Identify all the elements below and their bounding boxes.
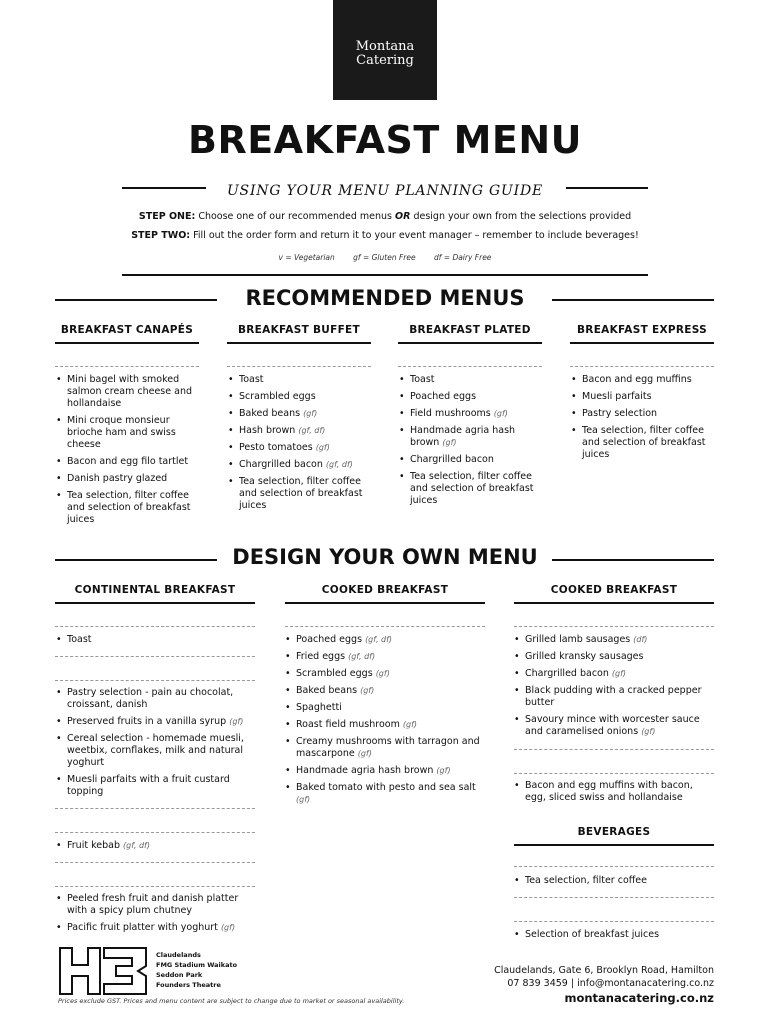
- column-heading-underline: [55, 602, 255, 604]
- menu-item-text: Toast: [410, 374, 435, 385]
- diet-note: (gf): [296, 795, 311, 804]
- menu-item-text: Grilled kransky sausages: [525, 651, 644, 662]
- menu-item-list: [513, 634, 713, 743]
- menu-item: [55, 490, 195, 526]
- menu-item: [513, 929, 713, 941]
- diet-note: (gf): [315, 443, 330, 452]
- h3-logo: [58, 946, 150, 996]
- venue-4: Founders Theatre: [156, 981, 221, 989]
- dashed-divider: [570, 366, 714, 367]
- menu-item-text: Pastry selection: [582, 408, 658, 419]
- page-title: BREAKFAST MENU: [188, 118, 582, 162]
- diet-note: (gf, df): [365, 635, 393, 644]
- menu-item-text: Tea selection, filter coffee and selection of breakfast juices: [239, 476, 363, 511]
- menu-item-text: Tea selection, filter coffee: [525, 875, 648, 886]
- menu-item: [398, 471, 538, 507]
- diet-note: (gf): [229, 717, 244, 726]
- menu-item: [55, 733, 251, 769]
- menu-item: [284, 702, 480, 714]
- venue-3: Seddon Park: [156, 971, 203, 979]
- menu-item: [284, 651, 480, 663]
- menu-item: [227, 374, 367, 386]
- menu-item-list: [55, 374, 195, 531]
- menu-item: [513, 780, 713, 804]
- menu-item-text: Chargrilled bacon: [525, 668, 609, 679]
- footer-address: Claudelands, Gate 6, Brooklyn Road, Hamilton: [494, 965, 714, 976]
- menu-item-text: Handmade agria hash brown: [296, 765, 434, 776]
- column-heading-underline: [227, 342, 371, 344]
- menu-item-text: Bacon and egg muffins: [582, 374, 692, 385]
- diet-note: (gf): [375, 669, 390, 678]
- menu-item-list: [55, 840, 251, 857]
- menu-item: [513, 714, 713, 738]
- continental-heading: CONTINENTAL BREAKFAST: [74, 584, 236, 596]
- column-heading-underline: [398, 342, 542, 344]
- menu-item-text: Mini croque monsieur brioche ham and swiss cheese: [67, 415, 176, 450]
- dashed-divider: [55, 862, 255, 863]
- dashed-divider: [55, 656, 255, 657]
- diet-note: (gf, df): [348, 652, 376, 661]
- menu-item: [398, 391, 538, 403]
- menu-item: [55, 634, 251, 646]
- menu-item-text: Handmade agria hash brown: [410, 425, 516, 448]
- diet-note: (gf): [360, 686, 375, 695]
- step-one-or: OR: [395, 211, 411, 222]
- dashed-divider: [55, 680, 255, 681]
- step-two: [0, 230, 770, 241]
- menu-item-text: Baked beans: [296, 685, 358, 696]
- diet-note: (gf): [641, 727, 656, 736]
- menu-item: [227, 391, 367, 403]
- page-subtitle: USING YOUR MENU PLANNING GUIDE: [226, 183, 544, 199]
- recommended-column-heading: BREAKFAST BUFFET: [237, 324, 360, 336]
- menu-item-text: Toast: [67, 634, 92, 645]
- menu-item: [570, 374, 710, 386]
- column-heading-underline: [55, 342, 199, 344]
- recommended-column-heading: BREAKFAST CANAPÉS: [60, 324, 194, 336]
- dashed-divider: [398, 366, 542, 367]
- menu-item-list: [55, 634, 251, 651]
- menu-item: [55, 893, 255, 917]
- step-one-label: STEP ONE:: [138, 211, 196, 222]
- dashed-divider: [227, 366, 371, 367]
- menu-item-list: [398, 374, 538, 512]
- menu-item-text: Fruit kebab: [67, 840, 120, 851]
- menu-item-text: Chargrilled bacon: [410, 454, 494, 465]
- diet-note: (gf): [303, 409, 318, 418]
- column-heading-underline: [514, 844, 714, 846]
- menu-item-text: Mini bagel with smoked salmon cream cheese and hollandaise: [67, 374, 192, 409]
- menu-item-text: Poached eggs: [296, 634, 363, 645]
- menu-item-text: Danish pastry glazed: [67, 473, 168, 484]
- dashed-divider: [285, 626, 485, 627]
- menu-item-list: [55, 687, 251, 803]
- menu-item: [513, 685, 713, 709]
- column-heading-underline: [570, 342, 714, 344]
- menu-item-text: Baked tomato with pesto and sea salt: [296, 782, 476, 793]
- menu-item: [227, 408, 367, 420]
- menu-item: [55, 415, 195, 451]
- diet-note: (gf): [220, 923, 236, 932]
- menu-item-text: Tea selection, filter coffee and selection of breakfast juices: [67, 490, 191, 525]
- menu-item-text: Savoury mince with worcester sauce and caramelised onions: [525, 714, 700, 737]
- menu-item-text: Bacon and egg filo tartlet: [67, 456, 189, 467]
- recommended-column-heading: BREAKFAST PLATED: [409, 324, 531, 336]
- menu-item: [55, 774, 251, 798]
- column-heading-underline: [514, 602, 714, 604]
- venues-list: [156, 950, 237, 990]
- menu-item-text: Poached eggs: [410, 391, 477, 402]
- menu-item-list: [55, 893, 255, 939]
- dashed-divider: [514, 866, 714, 867]
- menu-item-text: Muesli parfaits: [582, 391, 652, 402]
- menu-item-text: Scrambled eggs: [239, 391, 316, 402]
- dashed-divider: [55, 366, 199, 367]
- recommended-heading: RECOMMENDED MENUS: [245, 286, 525, 310]
- cooked-breakfast-heading-1: COOKED BREAKFAST: [321, 584, 449, 596]
- menu-item-text: Hash brown: [239, 425, 296, 436]
- pricing-disclaimer: Prices exclude GST. Prices and menu content are subject to change due to market or seasonal availability.: [58, 997, 405, 1005]
- diet-note: (gf): [436, 766, 451, 775]
- menu-item-text: Selection of breakfast juices: [525, 929, 660, 940]
- menu-item: [398, 454, 538, 466]
- step-one-text-a: Choose one of our recommended menus: [195, 211, 396, 222]
- menu-item: [284, 719, 480, 731]
- diet-note: (df): [633, 635, 648, 644]
- dashed-divider: [55, 808, 255, 809]
- dashed-divider: [514, 626, 714, 627]
- dashed-divider: [514, 749, 714, 750]
- menu-item-text: Tea selection, filter coffee and selection of breakfast juices: [582, 425, 706, 460]
- menu-item-list: [513, 929, 713, 946]
- venue-2: FMG Stadium Waikato: [156, 961, 238, 969]
- dashed-divider: [55, 886, 255, 887]
- menu-item: [55, 840, 251, 852]
- menu-item-text: Toast: [239, 374, 264, 385]
- menu-item: [284, 736, 480, 760]
- column-heading-underline: [285, 602, 485, 604]
- menu-item-text: Pesto tomatoes: [239, 442, 313, 453]
- menu-item-text: Roast field mushroom: [296, 719, 400, 730]
- menu-item-text: Tea selection, filter coffee and selection of breakfast juices: [410, 471, 534, 506]
- step-one-text-b: design your own from the selections provided: [410, 211, 632, 222]
- legend-gluten-free: gf = Gluten Free: [353, 253, 416, 262]
- legend-vegetarian: v = Vegetarian: [278, 253, 335, 262]
- menu-item: [284, 634, 480, 646]
- subtitle-rule-right: [566, 187, 648, 189]
- menu-item-text: Pacific fruit platter with yoghurt: [67, 922, 218, 933]
- diet-note: (gf, df): [325, 460, 353, 469]
- menu-item: [398, 408, 538, 420]
- recommended-rule-right: [552, 299, 714, 301]
- menu-item: [284, 668, 480, 680]
- menu-item: [570, 408, 710, 420]
- menu-item-list: [513, 875, 713, 892]
- logo-line-1: Montana: [355, 39, 415, 54]
- menu-item-text: Scrambled eggs: [296, 668, 373, 679]
- menu-item: [284, 782, 480, 806]
- design-heading: DESIGN YOUR OWN MENU: [232, 545, 538, 569]
- menu-item-text: Field mushrooms: [410, 408, 491, 419]
- footer-contact[interactable]: 07 839 3459 | info@montanacatering.co.nz: [507, 978, 714, 989]
- menu-item: [55, 374, 195, 410]
- menu-item: [227, 442, 367, 454]
- dashed-divider: [55, 626, 255, 627]
- menu-item: [227, 459, 367, 471]
- menu-item-text: Fried eggs: [296, 651, 346, 662]
- menu-item-text: Cereal selection - homemade muesli, weetbix, cornflakes, milk and natural yoghurt: [67, 733, 244, 768]
- dashed-divider: [514, 921, 714, 922]
- menu-item: [398, 425, 538, 449]
- diet-note: (gf): [493, 409, 508, 418]
- menu-item: [513, 668, 713, 680]
- menu-item: [513, 875, 713, 887]
- dashed-divider: [514, 897, 714, 898]
- dashed-divider: [514, 773, 714, 774]
- menu-item: [227, 425, 367, 437]
- menu-item-text: Black pudding with a cracked pepper butter: [525, 685, 702, 708]
- menu-item: [55, 456, 195, 468]
- diet-note: (gf, df): [298, 426, 326, 435]
- diet-note: (gf): [442, 438, 457, 447]
- menu-item-text: Chargrilled bacon: [239, 459, 323, 470]
- diet-legend: [0, 253, 770, 262]
- menu-item-text: Muesli parfaits with a fruit custard topping: [67, 774, 230, 797]
- design-rule-right: [552, 559, 714, 561]
- menu-item-text: Bacon and egg muffins with bacon, egg, sliced swiss and hollandaise: [525, 780, 693, 803]
- step-one: [0, 211, 770, 222]
- menu-item-text: Peeled fresh fruit and danish platter with a spicy plum chutney: [67, 893, 239, 916]
- menu-item: [570, 425, 710, 461]
- diet-note: (gf): [611, 669, 627, 678]
- menu-item: [55, 922, 255, 934]
- menu-item: [398, 374, 538, 386]
- menu-item-text: Baked beans: [239, 408, 301, 419]
- beverages-heading: BEVERAGES: [577, 826, 651, 838]
- step-two-text: Fill out the order form and return it to your event manager – remember to include beverages!: [190, 230, 639, 241]
- menu-item-text: Preserved fruits in a vanilla syrup: [67, 716, 227, 727]
- menu-item-list: [284, 634, 480, 811]
- step-two-label: STEP TWO:: [131, 230, 191, 241]
- venue-1: Claudelands: [156, 951, 201, 959]
- menu-item-list: [513, 780, 713, 809]
- diet-note: (gf): [402, 720, 418, 729]
- menu-item-text: Pastry selection - pain au chocolat, croissant, danish: [67, 687, 234, 710]
- diet-note: (gf): [357, 749, 372, 758]
- menu-item: [55, 687, 251, 711]
- logo-line-2: Catering: [356, 53, 414, 68]
- menu-item-text: Creamy mushrooms with tarragon and mascarpone: [296, 736, 480, 759]
- menu-item: [513, 634, 713, 646]
- footer-address-block: [494, 964, 714, 990]
- subtitle-wrap: [0, 180, 770, 199]
- menu-item-text: Spaghetti: [296, 702, 342, 713]
- legend-dairy-free: df = Dairy Free: [433, 253, 492, 262]
- menu-item: [284, 765, 480, 777]
- menu-item: [55, 473, 195, 485]
- menu-item-list: [570, 374, 710, 466]
- montana-catering-logo: [333, 0, 437, 100]
- footer-website-link[interactable]: montanacatering.co.nz: [564, 991, 714, 1005]
- recommended-column-heading: BREAKFAST EXPRESS: [577, 324, 707, 336]
- menu-item-text: Grilled lamb sausages: [525, 634, 631, 645]
- menu-item-list: [227, 374, 367, 517]
- menu-item: [570, 391, 710, 403]
- cooked-breakfast-heading-2: COOKED BREAKFAST: [550, 584, 678, 596]
- menu-item: [513, 651, 713, 663]
- menu-item: [227, 476, 367, 512]
- dashed-divider: [55, 832, 255, 833]
- section-divider: [122, 274, 648, 276]
- menu-item: [55, 716, 251, 728]
- diet-note: (gf, df): [123, 841, 150, 850]
- menu-item: [284, 685, 480, 697]
